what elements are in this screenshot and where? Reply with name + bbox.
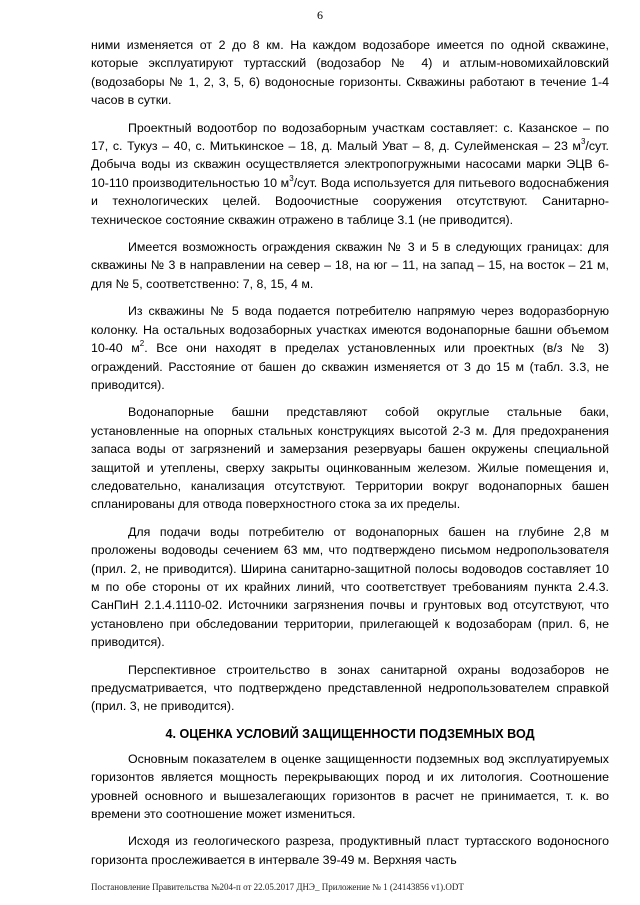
paragraph-water-intake (91, 119, 609, 229)
paragraph-construction: Перспективное строительство в зонах санитарной охраны водозаборов не предусматривается, что подтверждено представленной недропользователем справкой (прил. 3, не приводится). (91, 662, 609, 714)
paragraph-water-intake-part-3: /сут. Вода используется для питьевого водоснабжения и технологических целей. Водоочистные сооружения отсутствуют. Санитарно-техническое состояние скважин отражено в таблице 3.1 (не приводится). (91, 175, 609, 227)
page-number: 6 (317, 8, 323, 22)
paragraph-water-intake-part-1: Проектный водоотбор по водозаборным участкам составляет: с. Казанское – по 17, с. Тукуз – 40, с. Митькинское – 18, д. Малый Уват – 8, д. Сулейменская – 23 м (91, 120, 609, 154)
superscript-cubic: 3 (289, 173, 294, 183)
paragraph-towers-volume-part-1: Из скважины № 5 вода подается потребителю напрямую через водоразборную колонку. На остальных водозаборных участках имеются водонапорные башни объемом 10-40 м (91, 304, 609, 356)
document-body (91, 36, 609, 878)
paragraph-towers-volume-part-2: . Все они находят в пределах установленных или проектных (в/з № 3) ограждений. Расстояние от башен до скважин изменяется от 3 до 15 м (табл. 3.3, не приводится). (91, 341, 610, 392)
page-footer: Постановление Правительства №204-п от 22.05.2017 ДНЭ_ Приложение № 1 (24143856 v1).ODT (91, 882, 464, 892)
superscript-cubic: 3 (580, 136, 586, 146)
paragraph-tower-description: Водонапорные башни представляют собой округлые стальные баки, установленные на опорных стальных конструкциях высотой 2-3 м. Для предохранения запаса воды от загрязнений и замерзания резервуары башен окружены специальной защитой и утеплены, сверху закрыты оцинкованным железом. Жилые помещения и, следовательно, канализация отсутствуют. Территории вокруг водонапорных башен спланированы для отвода поверхностного стока за их пределы. (91, 405, 609, 512)
paragraph-fencing: Имеется возможность ограждения скважин № 3 и 5 в следующих границах: для скважины № 3 в направлении на север – 18, на юг – 11, на запад – 15, на восток – 21 м, для № 5, соответственно: 7, 8, 15, 4 м. (91, 240, 609, 291)
paragraph-protection: Основным показателем в оценке защищенности подземных вод эксплуатируемых горизонтов является мощность перекрывающих пород и их литология. Соотношение уровней основного и вышезалегающих горизонтов в расчет не принимается, т. к. во времени это соотношение может измениться. (91, 751, 609, 822)
paragraph-water-supply: Для подачи воды потребителю от водонапорных башен на глубине 2,8 м проложены водоводы сечением 63 мм, что подтверждено письмом недропользователя (прил. 2, не приводится). Ширина санитарно-защитной полосы водоводов составляет 10 м по обе стороны от их крайних линий, что соответствует требованиям пункта 2.4.3. СанПиН 2.1.4.1110-02. Источники загрязнения почвы и грунтовых вод отсутствуют, что установлено при обследовании территории, прилегающей к водозаборам (прил. 6, не приводится). (91, 524, 609, 650)
section-heading: 4. ОЦЕНКА УСЛОВИЙ ЗАЩИЩЕННОСТИ ПОДЗЕМНЫХ ВОД (165, 726, 535, 741)
paragraph-geology: Исходя из геологического разреза, продуктивный пласт туртасского водоносного горизонта прослеживается в интервале 39-49 м. Верхняя часть (91, 834, 609, 867)
superscript-square: 2 (139, 338, 145, 348)
paragraph-towers-volume (91, 302, 609, 394)
paragraph-intro: ними изменяется от 2 до 8 км. На каждом водозаборе имеется по одной скважине, которые эксплуатируют туртасский (водозабор № 4) и атлым-новомихайловский (водозаборы № 1, 2, 3, 5, 6) водоносные горизонты. Скважины работают в течение 1-4 часов в сутки. (91, 38, 609, 108)
paragraph-water-intake-part-2: /сут. Добыча воды из скважин осуществляется электропогружными насосами марки ЭЦВ 6-10-110 производительностью 10 м (91, 139, 609, 190)
